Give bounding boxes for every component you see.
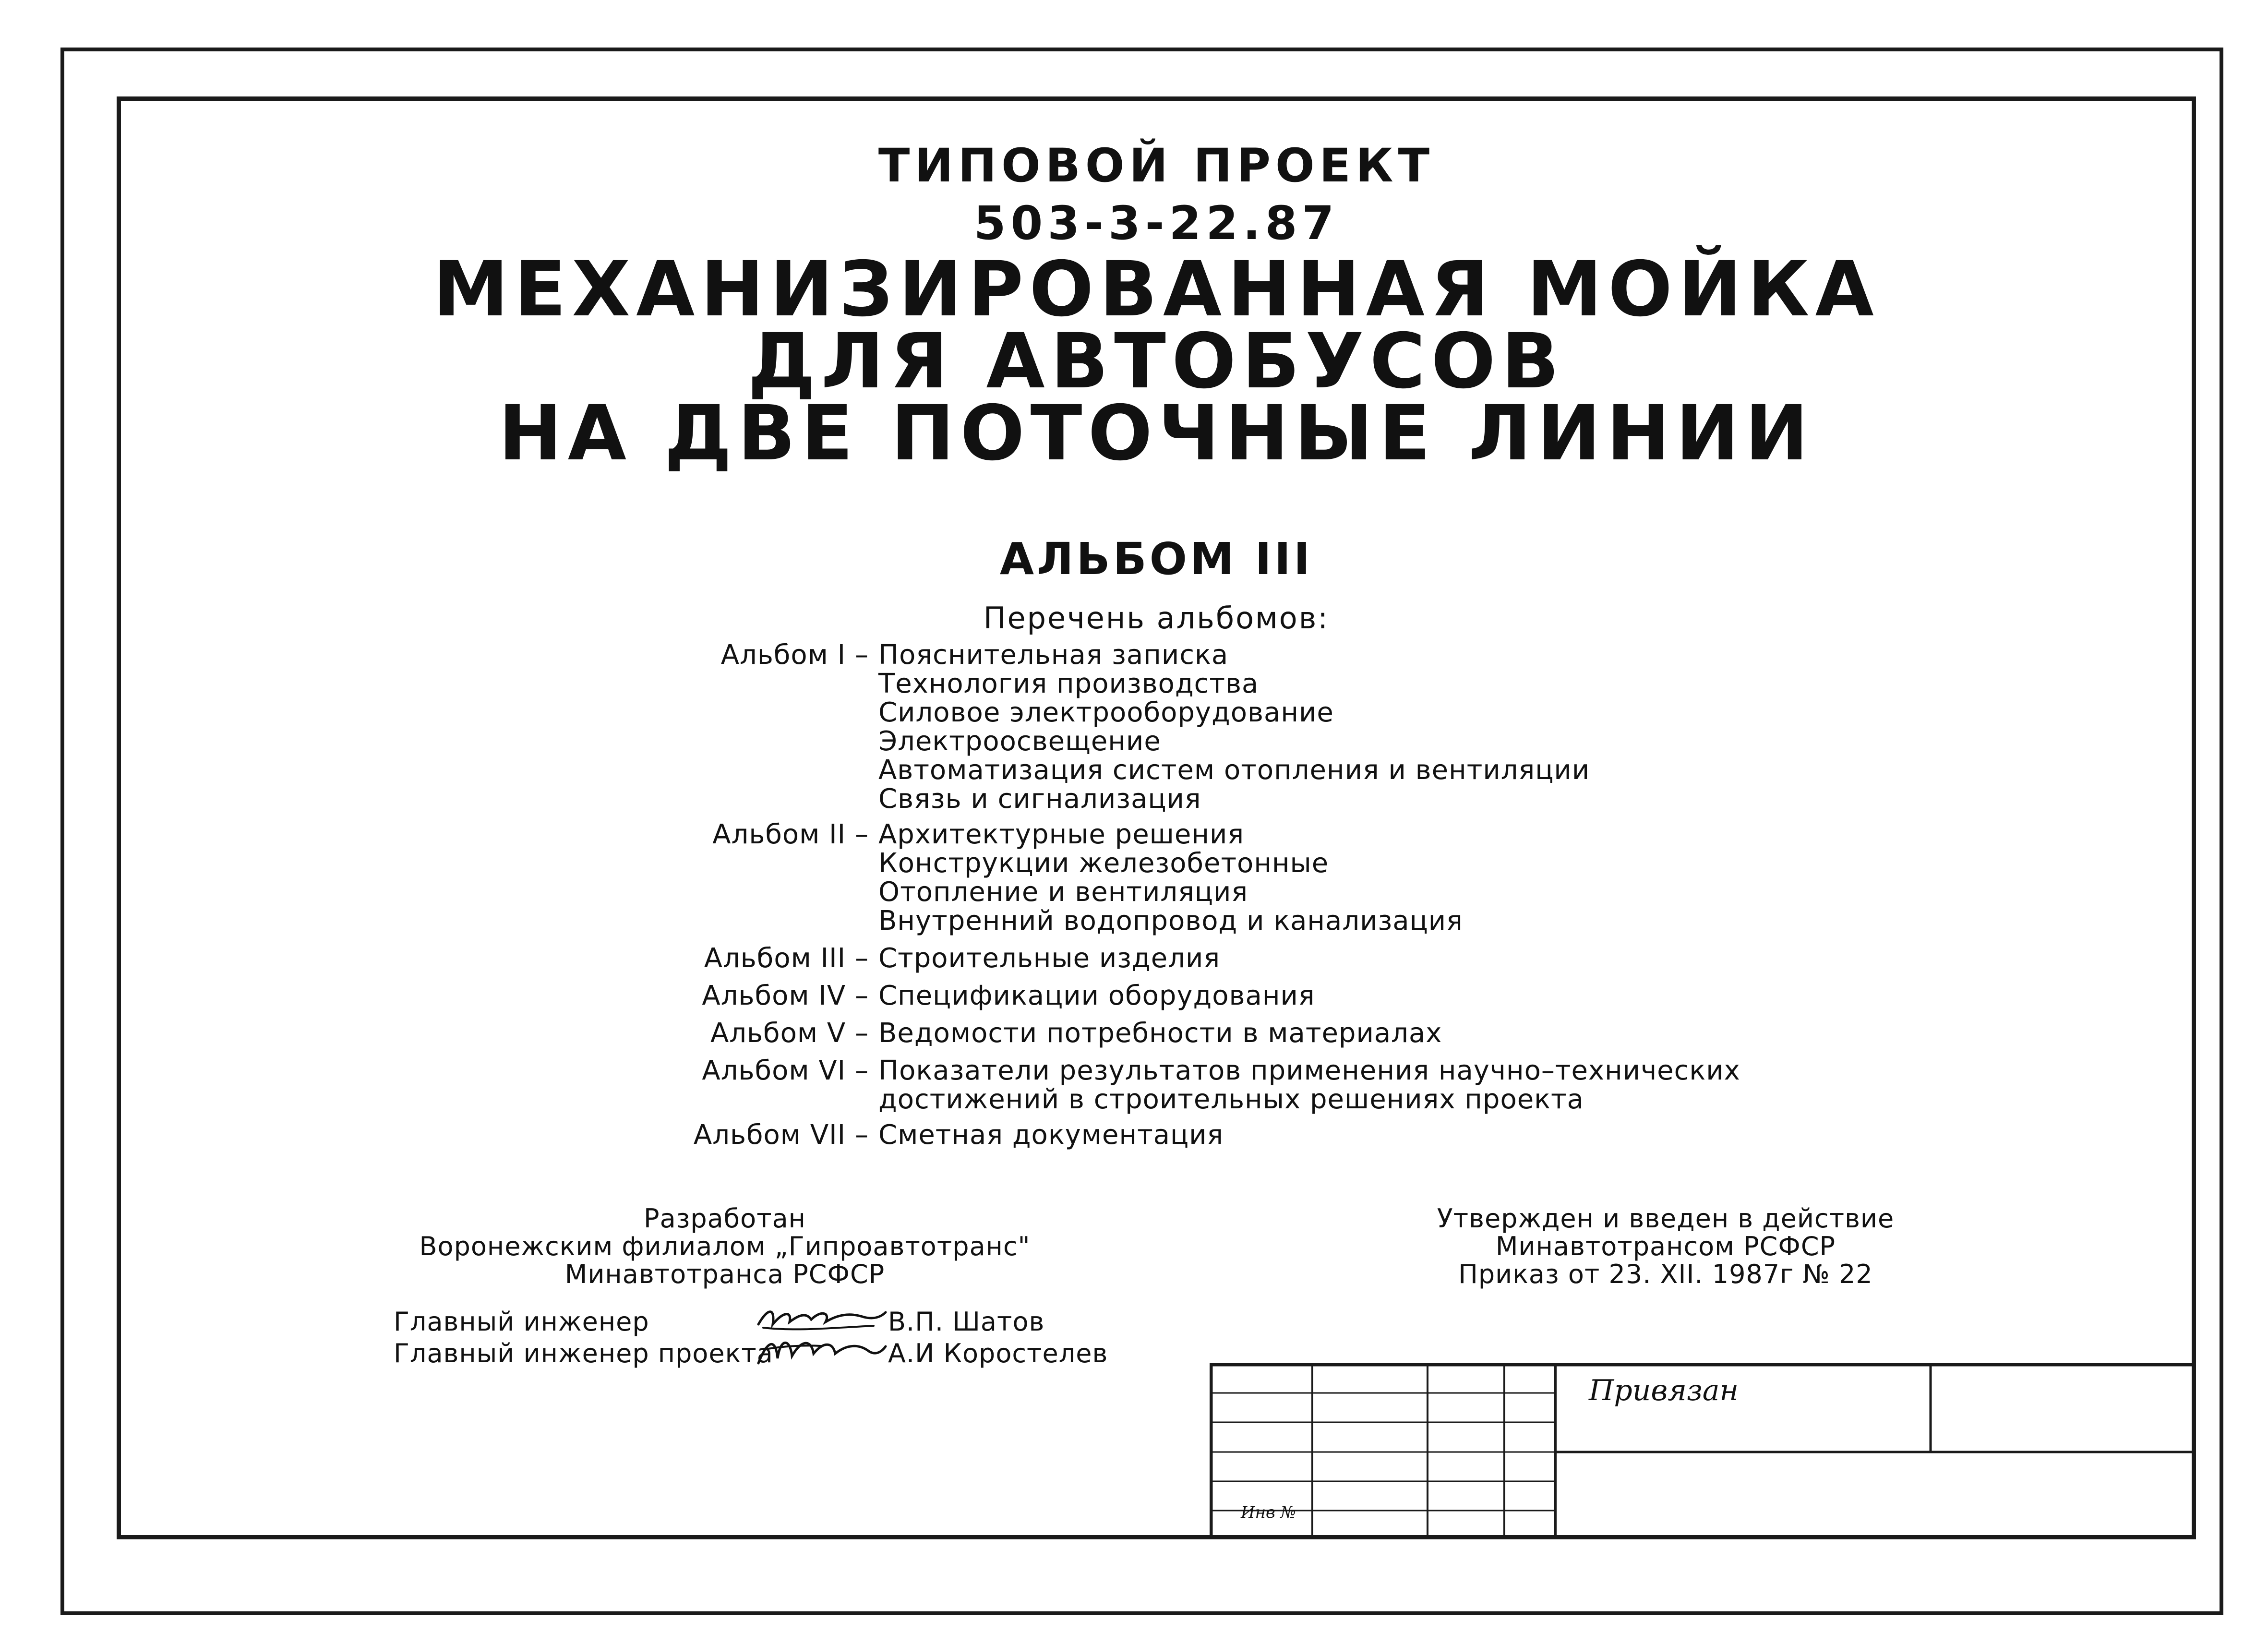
album-item: Силовое электрооборудование: [878, 697, 1334, 728]
albums-list: [653, 641, 1805, 1156]
signatures-block: [394, 1305, 1108, 1368]
album-heading: АЛЬБОМ III: [999, 533, 1313, 585]
developer-organization: Воронежским филиалом „Гипроавтотранс": [419, 1231, 1031, 1261]
album-items: [869, 641, 1805, 814]
signatory-role: Главный инженер проекта: [394, 1338, 773, 1368]
album-item: Показатели результатов применения научно–технических: [878, 1055, 1740, 1086]
album-item: Конструкции железобетонные: [878, 848, 1329, 879]
signature-row: [394, 1336, 1108, 1368]
album-items: [869, 944, 1805, 973]
album-label: Альбом III –: [704, 943, 869, 974]
album-item: Электроосвещение: [878, 726, 1161, 757]
album-item: Архитектурные решения: [878, 819, 1245, 850]
album-label: Альбом VI –: [702, 1055, 869, 1086]
album-item: Автоматизация систем отопления и вентиляции: [878, 755, 1590, 786]
album-label: Альбом IV –: [702, 980, 869, 1011]
inventory-number-label: Инв №: [1241, 1503, 1296, 1522]
title-line-2: ДЛЯ АВТОБУСОВ: [747, 317, 1565, 406]
album-item: Сметная документация: [878, 1119, 1224, 1151]
album-entry: [653, 1019, 1805, 1048]
album-entry: [653, 944, 1805, 973]
album-items: [869, 1056, 1805, 1114]
album-entry: [653, 641, 1805, 814]
album-entry: [653, 820, 1805, 936]
albums-list-title: Перечень альбомов:: [983, 600, 1330, 636]
album-item: Технология производства: [878, 668, 1259, 699]
album-items: [869, 1121, 1805, 1150]
album-label: Альбом II –: [712, 819, 869, 850]
album-item: Связь и сигнализация: [878, 783, 1201, 815]
album-label: Альбом VII –: [693, 1119, 869, 1151]
title-line-3: НА ДВЕ ПОТОЧНЫЕ ЛИНИИ: [498, 389, 1814, 478]
album-item: достижений в строительных решениях проекта: [878, 1084, 1584, 1115]
signature-row: [394, 1305, 1108, 1336]
album-items: [869, 820, 1805, 936]
project-series: ТИПОВОЙ ПРОЕКТ: [878, 139, 1435, 192]
bound-label: Привязан: [1589, 1374, 1739, 1407]
album-entry: [653, 1056, 1805, 1114]
album-item: Строительные изделия: [878, 943, 1221, 974]
album-item: Внутренний водопровод и канализация: [878, 905, 1463, 936]
developer-ministry: Минавтотранса РСФСР: [564, 1259, 885, 1289]
approval-order: Приказ от 23. XII. 1987г № 22: [1458, 1259, 1873, 1289]
album-item: Отопление и вентиляция: [878, 876, 1248, 908]
approval-label: Утвержден и введен в действие: [1437, 1203, 1895, 1234]
album-label: Альбом V –: [710, 1018, 869, 1049]
developer-block: [384, 1205, 1066, 1288]
album-entry: [653, 1121, 1805, 1150]
signatory-role: Главный инженер: [394, 1307, 649, 1337]
title-line-1: МЕХАНИЗИРОВАННАЯ МОЙКА: [433, 245, 1880, 334]
album-items: [869, 1019, 1805, 1048]
approval-block: [1382, 1205, 1949, 1288]
album-item: Спецификации оборудования: [878, 980, 1315, 1011]
album-label: Альбом I –: [720, 639, 869, 671]
approving-authority: Минавтотрансом РСФСР: [1495, 1231, 1836, 1261]
album-items: [869, 982, 1805, 1010]
signatory-name: В.П. Шатов: [888, 1307, 1045, 1337]
developed-label: Разработан: [644, 1203, 806, 1234]
signatory-name: А.И Коростелев: [888, 1338, 1108, 1368]
album-item: Пояснительная записка: [878, 639, 1229, 671]
album-entry: [653, 982, 1805, 1010]
handwritten-signature: [754, 1330, 888, 1368]
project-code: 503-3-22.87: [973, 196, 1339, 250]
album-item: Ведомости потребности в материалах: [878, 1018, 1442, 1049]
